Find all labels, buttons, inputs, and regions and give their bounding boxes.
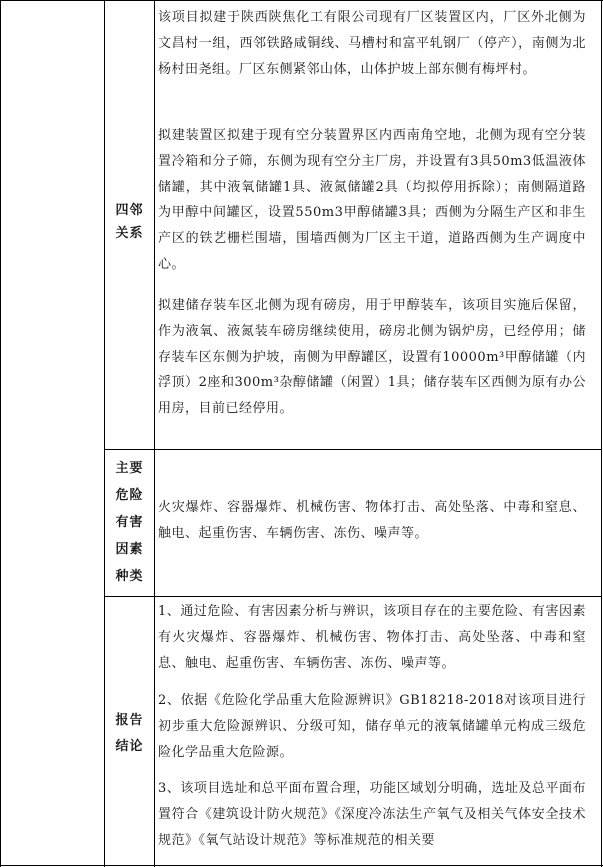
row-divider-2 (104, 596, 602, 597)
paragraph-hazard-types: 火灾爆炸、容器爆炸、机械伤害、物体打击、高处坠落、中毒和窒息、触电、起重伤害、车辆伤害、冻伤、噪声等。 (158, 500, 586, 541)
label-line: 关系 (115, 226, 144, 241)
label-line: 报告 (115, 713, 144, 728)
table-border-bottom (0, 865, 603, 866)
row-label-surroundings (106, 199, 153, 245)
paragraph-surroundings-3: 拟建储存装车区北侧为现有磅房，用于甲醇装车，该项目实施后保留，作为液氧、液氮装车磅房继续使用，磅房北侧为锅炉房，已经停用；储存装车区东侧为护坡，南侧为甲醇罐区，设置有10000m³甲醇储罐（内浮顶）2座和300m³杂醇储罐（闲置）1具；储存装车区西侧为原有办公用房，目前已经停用。 (158, 298, 586, 417)
label-line: 危险 (115, 488, 144, 503)
row-label-conclusion (106, 708, 153, 760)
table-border-right (601, 0, 602, 867)
label-line: 种类 (115, 569, 144, 584)
table-divider-col2 (154, 0, 155, 867)
label-line: 结论 (115, 739, 144, 754)
paragraph-surroundings-1: 该项目拟建于陕西陕焦化工有限公司现有厂区装置区内，厂区外北侧为文昌村一组，西邻铁路咸铜线、马槽村和富平轧钢厂（停产），南侧为北杨村田尧组。厂区东侧紧邻山体，山体护坡上部东侧有梅坪村。 (158, 10, 586, 77)
table-border-left (0, 0, 1, 867)
paragraph-conclusion-3: 3、该项目选址和总平面布置合理，功能区域划分明确，选址及总平面布置符合《建筑设计防火规范》《深度冷冻法生产氧气及相关气体安全技术规范》《氧气站设计规范》等标准规范的相关要 (158, 781, 586, 848)
label-line: 四邻 (115, 203, 144, 218)
row-label-hazard-types (106, 455, 153, 590)
table-divider-col1 (104, 0, 105, 867)
label-line: 有害 (115, 515, 144, 530)
label-line: 因素 (115, 542, 144, 557)
paragraph-conclusion-2: 2、依据《危险化学品重大危险源辨识》GB18218-2018对该项目进行初步重大危险源辨识、分级可知，储存单元的液氧储罐单元构成三级危险化学品重大危险源。 (158, 693, 586, 760)
row-divider-1 (104, 449, 602, 450)
paragraph-conclusion-1: 1、通过危险、有害因素分析与辨识，该项目存在的主要危险、有害因素有火灾爆炸、容器爆炸、机械伤害、物体打击、高处坠落、中毒和窒息、触电、起重伤害、车辆伤害、冻伤、噪声等。 (158, 604, 586, 671)
paragraph-surroundings-2: 拟建装置区拟建于现有空分装置界区内西南角空地，北侧为现有空分装置冷箱和分子筛，东侧为现有空分主厂房，并设置有3具50m3低温液体储罐，其中液氧储罐1具、液氮储罐2具（均拟停用拆除）；南侧隔道路为甲醇中间罐区，设置550m3甲醇储罐3具；西侧为分隔生产区和非生产区的铁艺栅栏围墙，围墙西侧为厂区主干道，道路西侧为生产调度中心。 (158, 128, 586, 272)
table-border-top (0, 0, 603, 1)
label-line: 主要 (115, 461, 144, 476)
